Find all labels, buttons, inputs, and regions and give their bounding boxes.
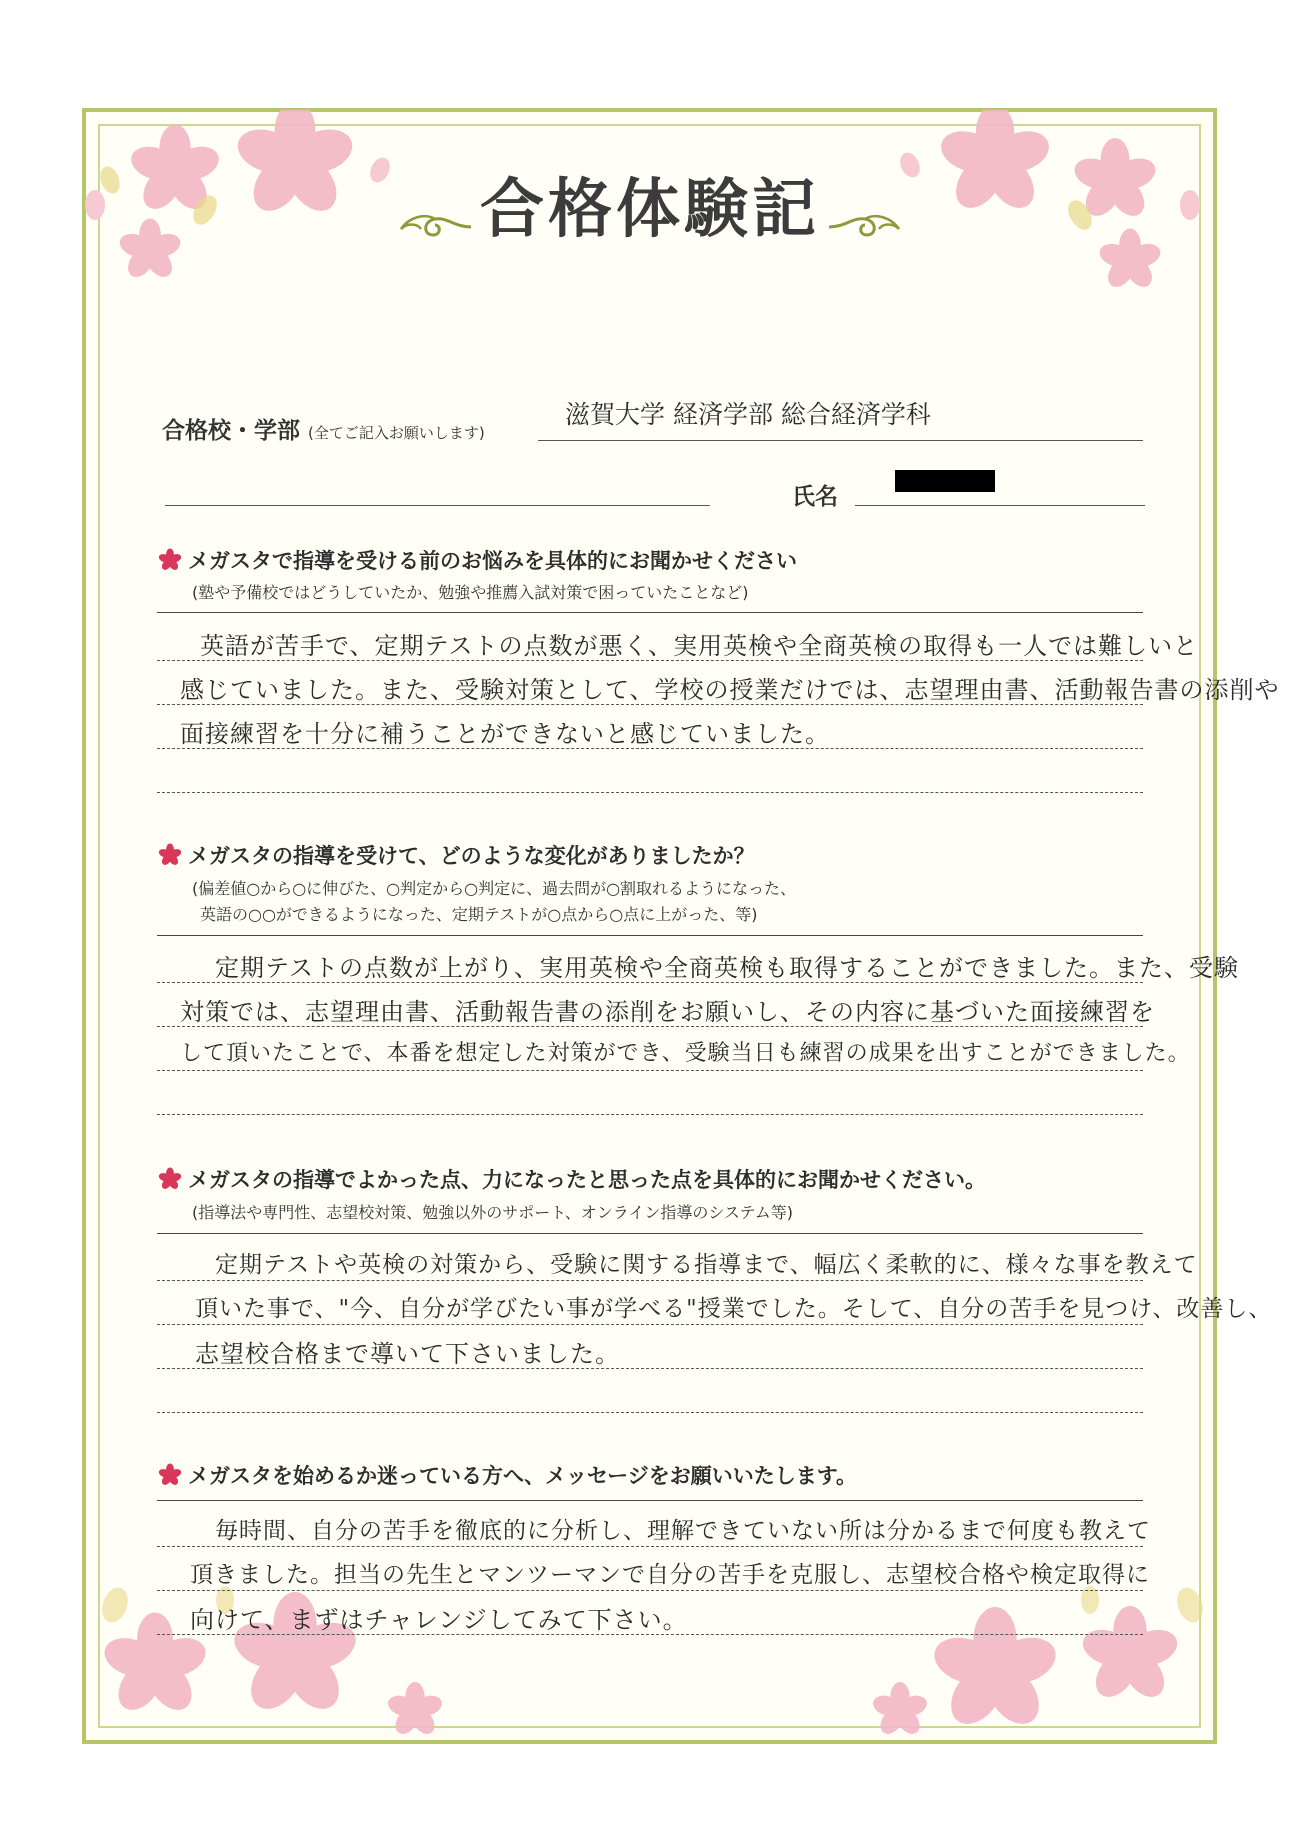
section-4-rule-2 <box>157 1590 1143 1591</box>
name-label: 氏名 <box>792 484 838 510</box>
school-label-note: (全てご記入お願いします) <box>308 424 485 442</box>
school-value: 滋賀大学 経済学部 総合経済学科 <box>565 400 931 429</box>
name-underline <box>855 505 1145 506</box>
section-2-rule-1 <box>157 982 1143 983</box>
school-underline <box>538 440 1143 441</box>
section-1-question: メガスタで指導を受ける前のお悩みを具体的にお聞かせください <box>158 545 797 575</box>
section-1-hint: (塾や予備校ではどうしていたか、勉強や推薦入試対策で困っていたことなど) <box>192 583 749 602</box>
section-4-top-rule <box>157 1500 1143 1501</box>
cherry-flower-icon <box>158 1463 182 1487</box>
section-1-answer-line-3: 面接練習を十分に補うことができないと感じていました。 <box>180 720 830 748</box>
name-redaction-box <box>895 470 995 492</box>
swirl-ornament-right-icon <box>825 209 905 245</box>
school-label-text: 合格校・学部 <box>162 418 300 444</box>
section-4-rule-1 <box>157 1546 1143 1547</box>
section-2-answer-line-1: 定期テストの点数が上がり、実用英検や全商英検も取得することができました。また、受験 <box>215 954 1240 982</box>
section-3-hint: (指導法や専門性、志望校対策、勉強以外のサポート、オンライン指導のシステム等) <box>192 1203 793 1222</box>
cherry-flower-icon <box>158 548 182 572</box>
blank-underline-left <box>165 505 710 506</box>
section-3-top-rule <box>157 1233 1143 1234</box>
section-2-rule-2 <box>157 1026 1143 1027</box>
section-4-question: メガスタを始めるか迷っている方へ、メッセージをお願いいたします。 <box>158 1460 857 1490</box>
section-1-rule-1 <box>157 660 1143 661</box>
swirl-ornament-left-icon <box>395 209 475 245</box>
section-2-answer-line-2: 対策では、志望理由書、活動報告書の添削をお願いし、その内容に基づいた面接練習を <box>180 998 1155 1026</box>
section-3-question: メガスタの指導でよかった点、力になったと思った点を具体的にお聞かせください。 <box>158 1164 986 1194</box>
section-1-rule-4 <box>157 792 1143 793</box>
section-1-answer-line-1: 英語が苦手で、定期テストの点数が悪く、実用英検や全商英検の取得も一人では難しいと <box>200 632 1199 660</box>
section-3-rule-1 <box>157 1280 1143 1281</box>
section-3-rule-2 <box>157 1324 1143 1325</box>
cherry-flower-icon <box>158 1167 182 1191</box>
section-2-question: メガスタの指導を受けて、どのような変化がありましたか？ <box>158 840 755 870</box>
section-1-top-rule <box>157 612 1143 613</box>
title-area <box>0 158 1300 250</box>
section-2-rule-4 <box>157 1114 1143 1115</box>
section-1-rule-2 <box>157 704 1143 705</box>
section-2-answer-line-3: して頂いたことで、本番を想定した対策ができ、受験当日も練習の成果を出すことができました。 <box>180 1041 1191 1066</box>
school-label <box>162 412 485 445</box>
cherry-flower-icon <box>158 843 182 867</box>
section-3-rule-4 <box>157 1412 1143 1413</box>
section-3-answer-line-3: 志望校合格まで導いて下さいました。 <box>195 1340 620 1368</box>
section-3-answer-line-2: 頂いた事で、"今、自分が学びたい事が学べる"授業でした。そして、自分の苦手を見つけ、改善し、 <box>195 1296 1273 1322</box>
section-2-hint-2: 英語の○○ができるようになった、定期テストが○点から○点に上がった、等) <box>200 905 758 924</box>
section-3-answer-line-1: 定期テストや英検の対策から、受験に関する指導まで、幅広く柔軟的に、様々な事を教えて <box>215 1252 1198 1278</box>
section-1-answer-line-2: 感じていました。また、受験対策として、学校の授業だけでは、志望理由書、活動報告書の添削や <box>180 676 1280 704</box>
section-4-answer-line-2: 頂きました。担当の先生とマンツーマンで自分の苦手を克服し、志望校合格や検定取得に <box>190 1562 1150 1588</box>
section-2-top-rule <box>157 935 1143 936</box>
section-2-rule-3 <box>157 1070 1143 1071</box>
section-2-hint-1: (偏差値○から○に伸びた、○判定から○判定に、過去問が○割取れるようになった、 <box>192 879 797 898</box>
page-title: 合格体験記 <box>480 172 820 247</box>
section-4-rule-3 <box>157 1634 1143 1635</box>
section-4-answer-line-1: 毎時間、自分の苦手を徹底的に分析し、理解できていない所は分かるまで何度も教えて <box>215 1518 1151 1544</box>
section-4-answer-line-3: 向けて、まずはチャレンジしてみて下さい。 <box>190 1606 688 1634</box>
section-3-rule-3 <box>157 1368 1143 1369</box>
section-1-rule-3 <box>157 748 1143 749</box>
